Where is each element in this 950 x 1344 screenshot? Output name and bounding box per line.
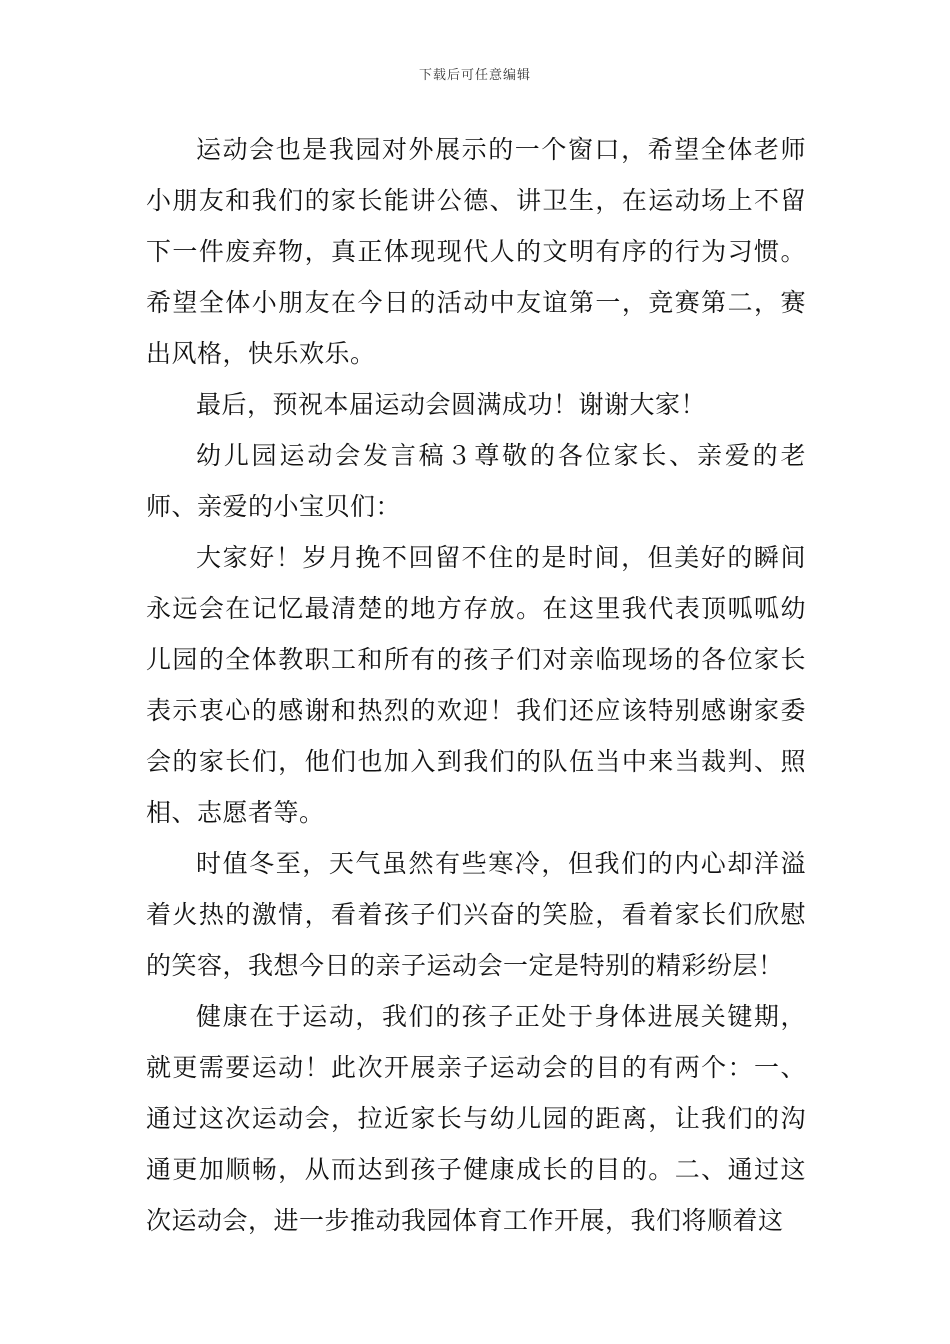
paragraph: 幼儿园运动会发言稿３尊敬的各位家长、亲爱的老师、亲爱的小宝贝们： bbox=[146, 441, 806, 521]
paragraph: 健康在于运动，我们的孩子正处于身体进展关键期，就更需要运动！此次开展亲子运动会的目的有两个：一、通过这次运动会，拉近家长与幼儿园的距离，让我们的沟通更加顺畅，从而达到孩子健康成长的目的。二、通过这次运动会，进一步推动我园体育工作开展，我们将顺着这 bbox=[146, 1002, 806, 1235]
document-body bbox=[146, 124, 806, 1246]
page-header: 下载后可任意编辑 bbox=[418, 68, 531, 83]
paragraph: 运动会也是我园对外展示的一个窗口，希望全体老师小朋友和我们的家长能讲公德、讲卫生，在运动场上不留下一件废弃物，真正体现现代人的文明有序的行为习惯。希望全体小朋友在今日的活动中友谊第一，竞赛第二，赛出风格，快乐欢乐。 bbox=[146, 135, 806, 368]
paragraph: 时值冬至，天气虽然有些寒冷，但我们的内心却洋溢着火热的激情，看着孩子们兴奋的笑脸，看着家长们欣慰的笑容，我想今日的亲子运动会一定是特别的精彩纷层！ bbox=[146, 849, 806, 980]
paragraph: 大家好！岁月挽不回留不住的是时间，但美好的瞬间永远会在记忆最清楚的地方存放。在这里我代表顶呱呱幼儿园的全体教职工和所有的孩子们对亲临现场的各位家长表示衷心的感谢和热烈的欢迎！我们还应该特别感谢家委会的家长们，他们也加入到我们的队伍当中来当裁判、照相、志愿者等。 bbox=[146, 543, 806, 827]
paragraph: 最后，预祝本届运动会圆满成功！谢谢大家！ bbox=[196, 390, 707, 419]
